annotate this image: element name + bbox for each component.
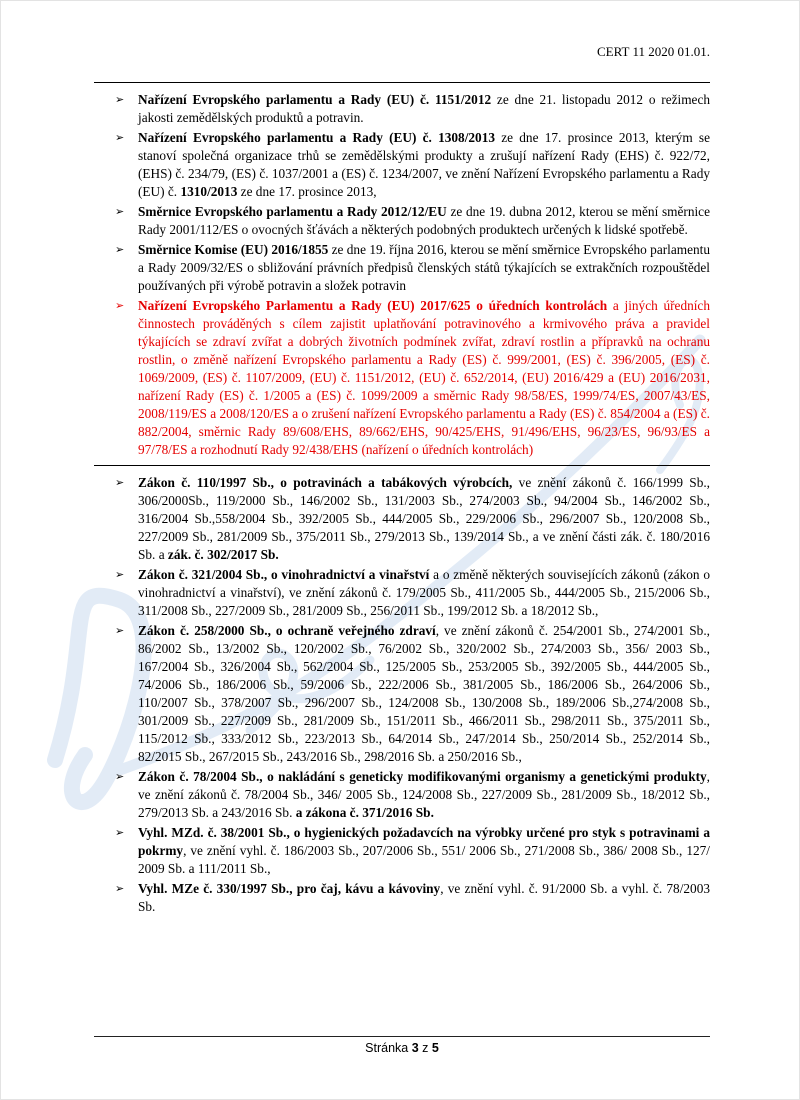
list-item [94, 880, 710, 916]
item-title-text: a zákona č. 371/2016 Sb. [295, 805, 434, 820]
arrow-bullet-icon: ➢ [115, 244, 125, 256]
item-body-text: ze dne 19. dubna 2012, kterou se mění směrnice Rady 2001/112/ES o ovocných šťávách a některých podobných produktech určených k lidské spotřebě. [138, 204, 710, 237]
arrow-bullet-icon: ➢ [115, 206, 125, 218]
footer-total-pages: 5 [431, 1041, 439, 1055]
list-item [94, 241, 710, 295]
list-item [94, 768, 710, 822]
item-title-text: Vyhl. MZd. č. 38/2001 Sb., o hygienických požadavcích na výrobky určené pro styk s potravinami a pokrmy [138, 825, 710, 858]
arrow-bullet-icon: ➢ [115, 771, 125, 783]
footer-page-number: 3 [411, 1041, 419, 1055]
arrow-bullet-icon: ➢ [115, 569, 125, 581]
arrow-bullet-icon: ➢ [115, 94, 125, 106]
item-body-text: ze dne 17. prosince 2013, kterým se stanoví společná organizace trhů se zemědělskými produkty a zrušují nařízení Rady (EHS) č. 922/72, (EHS) č. 234/79, (ES) č. 1037/2001 a (ES) č. 1234/2007, ve znění Nařízení Evropského parlamentu a Rady (EU) č. [138, 130, 710, 199]
item-title-text: Zákon č. 110/1997 Sb., o potravinách a tabákových výrobcích, [138, 475, 513, 490]
item-body-text: , ve znění vyhl. č. 91/2000 Sb. a vyhl. č. 78/2003 Sb. [138, 881, 710, 914]
item-title-text: Nařízení Evropského parlamentu a Rady (EU) č. 1151/2012 [138, 92, 492, 107]
list-item [94, 566, 710, 620]
list-item [94, 91, 710, 127]
list-item [94, 297, 710, 459]
footer-page-label-middle: z [418, 1041, 432, 1055]
item-body-text: a jiných úředních činnostech prováděných s cílem zajistit uplatňování potravinového a krmivového práva a pravidel týkajících se zdraví zvířat a dobrých životních podmínek zvířat, zdraví rostlin a přípravků na ochranu rostlin, o změně nařízení Evropského parlamentu a Rady (ES) č. 999/2001, (ES) č. 396/2005, (ES) č. 1069/2009, (ES) č. 1107/2009, (EU) č. 1151/2012, (EU) č. 652/2014, (EU) 2016/429 a (EU) 2016/2031, nařízení Rady (ES) č. 1/2005 a (ES) č. 1099/2009 a směrnic Rady 98/58/ES, 1999/74/ES, 2007/43/ES, 2008/119/ES a 2008/120/ES a o zrušení nařízení Evropského parlamentu a Rady (ES) č. 854/2004 a (ES) č. 882/2004, směrnic Rady 89/608/EHS, 89/662/EHS, 90/425/EHS, 91/496/EHS, 96/23/ES, 96/93/ES a 97/78/ES a rozhodnutí Rady 92/438/EHS (nařízení o úředních kontrolách) [138, 298, 710, 457]
item-title-text: Nařízení Evropského parlamentu a Rady (EU) č. 1308/2013 [138, 130, 495, 145]
list-item [94, 203, 710, 239]
regulation-list-eu [94, 91, 710, 459]
item-body-text: , ve znění zákonů č. 254/2001 Sb., 274/2001 Sb., 86/2002 Sb., 13/2002 Sb., 120/2002 Sb., 76/2002 Sb., 320/2002 Sb., 274/2003 Sb., 356/ 2003 Sb., 167/2004 Sb., 326/2004 Sb., 562/2004 Sb., 125/2005 Sb., 253/2005 Sb., 392/2005 Sb., 444/2005 Sb., 74/2006 Sb., 186/2006 Sb., 59/2006 Sb., 222/2006 Sb., 381/2005 Sb., 186/2006 Sb., 264/2006 Sb., 110/2007 Sb., 378/2007 Sb., 296/2007 Sb., 124/2008 Sb., 130/2008 Sb., 189/2006 Sb.,274/2008 Sb., 301/2009 Sb., 227/2009 Sb., 281/2009 Sb., 151/2011 Sb., 466/2011 Sb., 298/2011 Sb., 375/2011 Sb., 115/2012 Sb., 333/2012 Sb., 223/2013 Sb., 64/2014 Sb., 247/2014 Sb., 250/2014 Sb., 252/2014 Sb., 82/2015 Sb., 267/2015 Sb., 243/2016 Sb., 298/2016 Sb. a 250/2016 Sb., [138, 623, 710, 764]
arrow-bullet-icon: ➢ [115, 300, 125, 312]
list-item [94, 622, 710, 766]
list-item [94, 824, 710, 878]
item-body-text: ze dne 17. prosince 2013, [237, 184, 377, 199]
arrow-bullet-icon: ➢ [115, 883, 125, 895]
list-item [94, 129, 710, 201]
list-item [94, 474, 710, 564]
item-title-text: Vyhl. MZe č. 330/1997 Sb., pro čaj, kávu a kávoviny [138, 881, 441, 896]
arrow-bullet-icon: ➢ [115, 827, 125, 839]
item-title-text: zák. č. 302/2017 Sb. [167, 547, 279, 562]
page-footer [94, 1036, 710, 1055]
item-body-text: , ve znění zákonů č. 78/2004 Sb., 346/ 2005 Sb., 124/2008 Sb., 227/2009 Sb., 281/2009 Sb., 18/2012 Sb., 279/2013 Sb. a 243/2016 Sb. [138, 769, 710, 820]
item-title-text: Směrnice Komise (EU) 2016/1855 [138, 242, 329, 257]
item-title-text: 1310/2013 [180, 184, 238, 199]
item-title-text: Zákon č. 258/2000 Sb., o ochraně veřejného zdraví [138, 623, 436, 638]
item-body-text: ze dne 19. října 2016, kterou se mění směrnice Evropského parlamentu a Rady 2009/32/ES o sbližování právních předpisů členských států týkajících se extrakčních rozpouštědel používaných při výrobě potravin a složek potravin [138, 242, 710, 293]
item-body-text: , ve znění vyhl. č. 186/2003 Sb., 207/2006 Sb., 551/ 2006 Sb., 271/2008 Sb., 386/ 2008 Sb., 127/ 2009 Sb. a 111/2011 Sb., [138, 843, 710, 876]
section-divider [94, 465, 710, 466]
footer-page-label-prefix: Stránka [365, 1041, 412, 1055]
item-title-text: Nařízení Evropského Parlamentu a Rady (EU) 2017/625 o úředních kontrolách [138, 298, 608, 313]
header-divider [94, 82, 710, 83]
document-content [94, 44, 710, 918]
item-body-text: ze dne 21. listopadu 2012 o režimech jakosti zemědělských produktů a potravin. [138, 92, 710, 125]
item-body-text: ve znění zákonů č. 166/1999 Sb., 306/2000Sb., 119/2000 Sb., 146/2002 Sb., 131/2003 Sb., 274/2003 Sb., 94/2004 Sb., 146/2002 Sb., 316/2004 Sb.,558/2004 Sb., 392/2005 Sb., 444/2005 Sb., 229/2006 Sb., 296/2007 Sb., 120/2008 Sb., 227/2009 Sb., 281/2009 Sb., 375/2011 Sb., 279/2013 Sb., 139/2014 Sb., a ve znění části zák. č. 180/2016 Sb. a [138, 475, 710, 562]
document-code: CERT 11 2020 01.01. [597, 44, 710, 59]
item-title-text: Směrnice Evropského parlamentu a Rady 2012/12/EU [138, 204, 447, 219]
regulation-list-national [94, 474, 710, 916]
arrow-bullet-icon: ➢ [115, 625, 125, 637]
item-title-text: Zákon č. 321/2004 Sb., o vinohradnictví a vinařství [138, 567, 430, 582]
arrow-bullet-icon: ➢ [115, 477, 125, 489]
arrow-bullet-icon: ➢ [115, 132, 125, 144]
item-body-text: a o změně některých souvisejících zákonů (zákon o vinohradnictví a vinařství), ve znění zákonů č. 179/2005 Sb., 411/2005 Sb., 444/2005 Sb., 215/2006 Sb., 311/2008 Sb., 227/2009 Sb., 281/2009 Sb., 256/2011 Sb., 199/2012 Sb. a 18/2012 Sb., [138, 567, 710, 618]
item-title-text: Zákon č. 78/2004 Sb., o nakládání s geneticky modifikovanými organismy a genetickými produkty [138, 769, 707, 784]
